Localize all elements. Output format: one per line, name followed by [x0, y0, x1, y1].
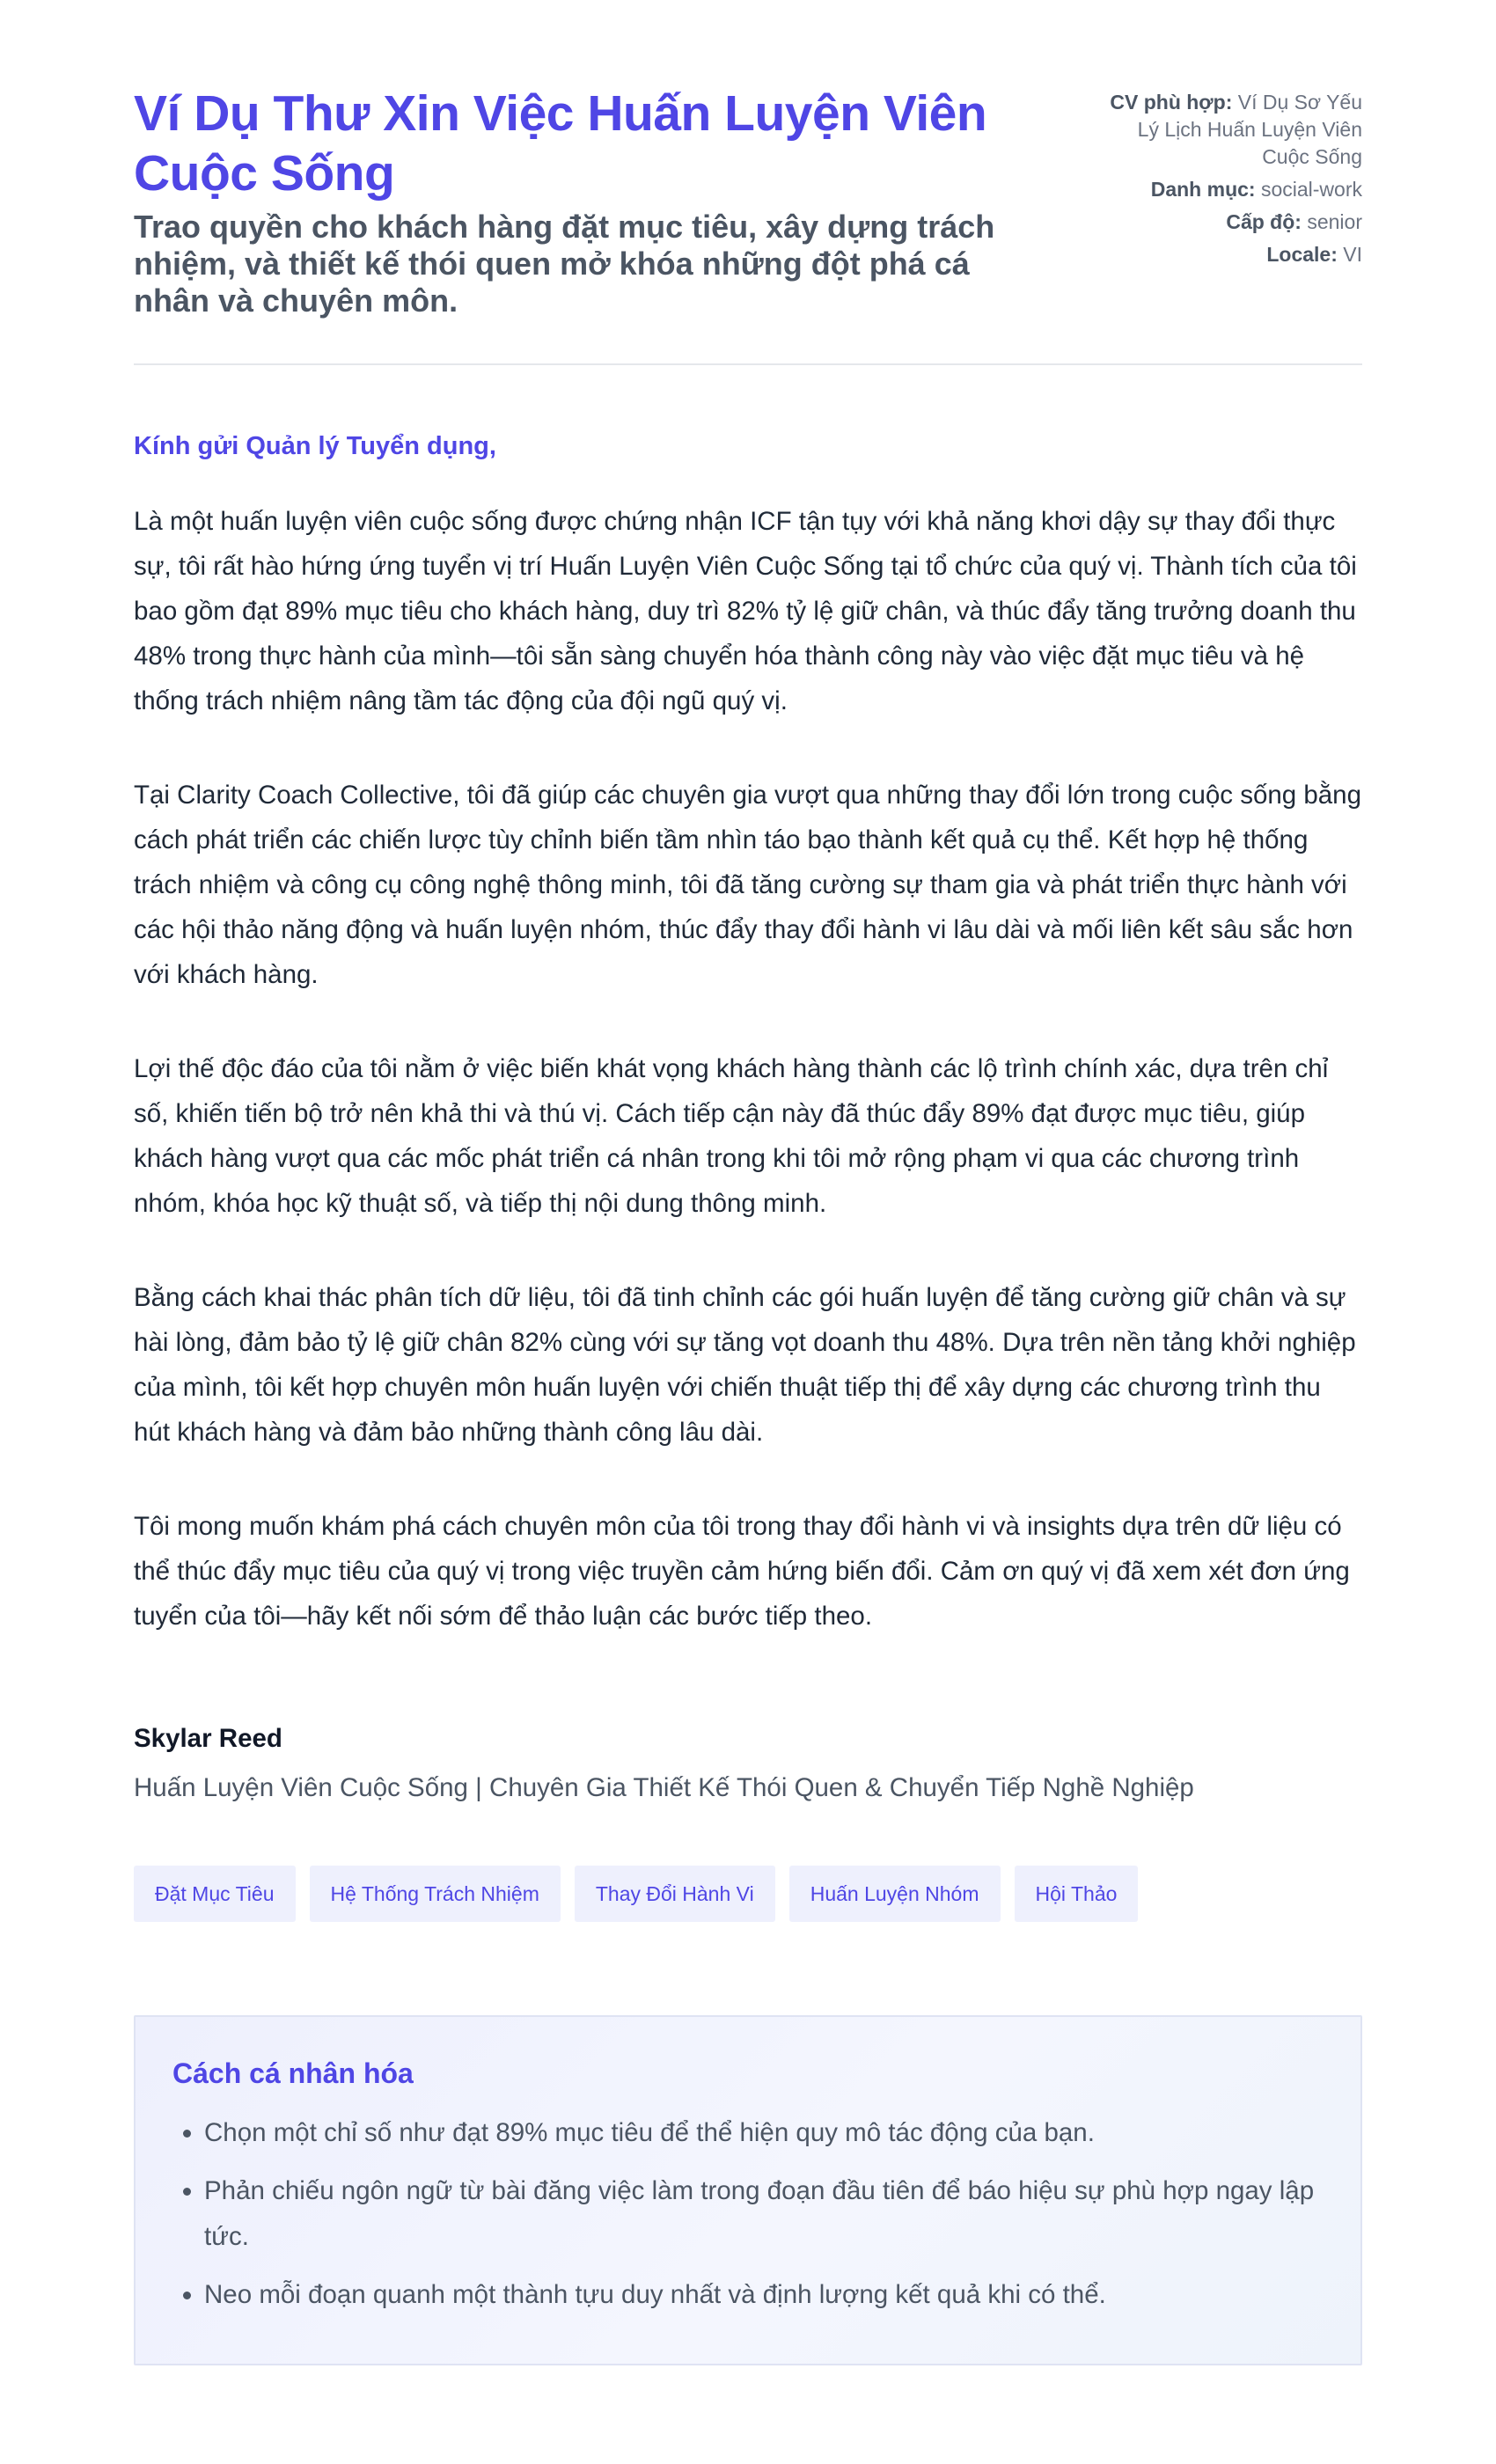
skill-tag: Đặt Mục Tiêu [134, 1866, 296, 1922]
meta-locale [1089, 241, 1362, 268]
meta-level-label: Cấp độ: [1226, 210, 1302, 233]
meta-cv-label: CV phù hợp: [1110, 91, 1233, 114]
skill-tags [134, 1866, 1362, 1922]
letter-paragraph: Tại Clarity Coach Collective, tôi đã giúp các chuyên gia vượt qua những thay đổi lớn trong cuộc sống bằng cách phát triển các chiến lược tùy chỉnh biến tầm nhìn táo bạo thành kết quả cụ thể. Kết hợp hệ thống trách nhiệm và công cụ công nghệ thông minh, tôi đã tăng cường sự tham gia và phát triển thực hành với các hội thảo năng động và huấn luyện nhóm, thúc đẩy thay đổi hành vi lâu dài và mối liên kết sâu sắc hơn với khách hàng. [134, 781, 1361, 989]
skill-tag: Thay Đổi Hành Vi [575, 1866, 775, 1922]
meta-level [1089, 209, 1362, 236]
letter-paragraph: Bằng cách khai thác phân tích dữ liệu, tôi đã tinh chỉnh các gói huấn luyện để tăng cường giữ chân và sự hài lòng, đảm bảo tỷ lệ giữ chân 82% cùng với sự tăng vọt doanh thu 48%. Dựa trên nền tảng khởi nghiệp của mình, tôi kết hợp chuyên môn huấn luyện với chiến thuật tiếp thị để xây dựng các chương trình thu hút khách hàng và đảm bảo những thành công lâu dài. [134, 1283, 1356, 1447]
page-header [134, 84, 1362, 365]
letter-greeting: Kính gửi Quản lý Tuyển dụng, [134, 432, 496, 460]
page-subtitle: Trao quyền cho khách hàng đặt mục tiêu, xây dựng trách nhiệm, và thiết kế thói quen mở khóa những đột phá cá nhân và chuyên môn. [134, 209, 995, 319]
letter-body [134, 429, 1362, 1639]
meta-panel [1089, 84, 1362, 274]
letter-paragraph: Là một huấn luyện viên cuộc sống được chứng nhận ICF tận tụy với khả năng khơi dậy sự thay đổi thực sự, tôi rất hào hứng ứng tuyển vị trí Huấn Luyện Viên Cuộc Sống tại tổ chức của quý vị. Thành tích của tôi bao gồm đạt 89% mục tiêu cho khách hàng, duy trì 82% tỷ lệ giữ chân, và thúc đẩy tăng trưởng doanh thu 48% trong thực hành của mình—tôi sẵn sàng chuyển hóa thành công này vào việc đặt mục tiêu và hệ thống trách nhiệm nâng tầm tác động của đội ngũ quý vị. [134, 507, 1357, 715]
letter-paragraph: Tôi mong muốn khám phá cách chuyên môn của tôi trong thay đổi hành vi và insights dựa trên dữ liệu có thể thúc đẩy mục tiêu của quý vị trong việc truyền cảm hứng biến đổi. Cảm ơn quý vị đã xem xét đơn ứng tuyển của tôi—hãy kết nối sớm để thảo luận các bước tiếp theo. [134, 1512, 1350, 1631]
signature-name: Skylar Reed [134, 1724, 282, 1753]
skill-tag: Hội Thảo [1015, 1866, 1139, 1922]
meta-category-label: Danh mục: [1150, 178, 1256, 201]
meta-locale-value: VI [1343, 243, 1362, 266]
meta-cv-value: Ví Dụ Sơ Yếu Lý Lịch Huấn Luyện Viên Cuộc Sống [1137, 91, 1362, 168]
signature [134, 1721, 1362, 1806]
tips-title: Cách cá nhân hóa [172, 2057, 414, 2089]
tips-list [172, 2110, 1324, 2318]
meta-cv [1089, 89, 1362, 171]
letter-paragraph: Lợi thế độc đáo của tôi nằm ở việc biến khát vọng khách hàng thành các lộ trình chính xác, dựa trên chỉ số, khiến tiến bộ trở nên khả thi và thú vị. Cách tiếp cận này đã thúc đẩy 89% đạt được mục tiêu, giúp khách hàng vượt qua các mốc phát triển cá nhân trong khi tôi mở rộng phạm vi qua các chương trình nhóm, khóa học kỹ thuật số, và tiếp thị nội dung thông minh. [134, 1054, 1329, 1218]
tip-item: • Phản chiếu ngôn ngữ từ bài đăng việc làm trong đoạn đầu tiên để báo hiệu sự phù hợp ngay lập tức. [204, 2168, 1324, 2260]
header-titles [134, 84, 1031, 319]
meta-category [1089, 176, 1362, 203]
meta-locale-label: Locale: [1266, 243, 1338, 266]
personalization-tips [134, 2015, 1362, 2365]
tip-item: • Neo mỗi đoạn quanh một thành tựu duy nhất và định lượng kết quả khi có thể. [204, 2272, 1324, 2318]
tip-item: • Chọn một chỉ số như đạt 89% mục tiêu để thể hiện quy mô tác động của bạn. [204, 2110, 1324, 2156]
meta-level-value: senior [1307, 210, 1362, 233]
page-title: Ví Dụ Thư Xin Việc Huấn Luyện Viên Cuộc Sống [134, 85, 987, 202]
meta-category-value: social-work [1260, 178, 1362, 201]
skill-tag: Hệ Thống Trách Nhiệm [310, 1866, 561, 1922]
signature-title: Huấn Luyện Viên Cuộc Sống | Chuyên Gia Thiết Kế Thói Quen & Chuyển Tiếp Nghề Nghiệp [134, 1773, 1194, 1802]
skill-tag: Huấn Luyện Nhóm [789, 1866, 1001, 1922]
